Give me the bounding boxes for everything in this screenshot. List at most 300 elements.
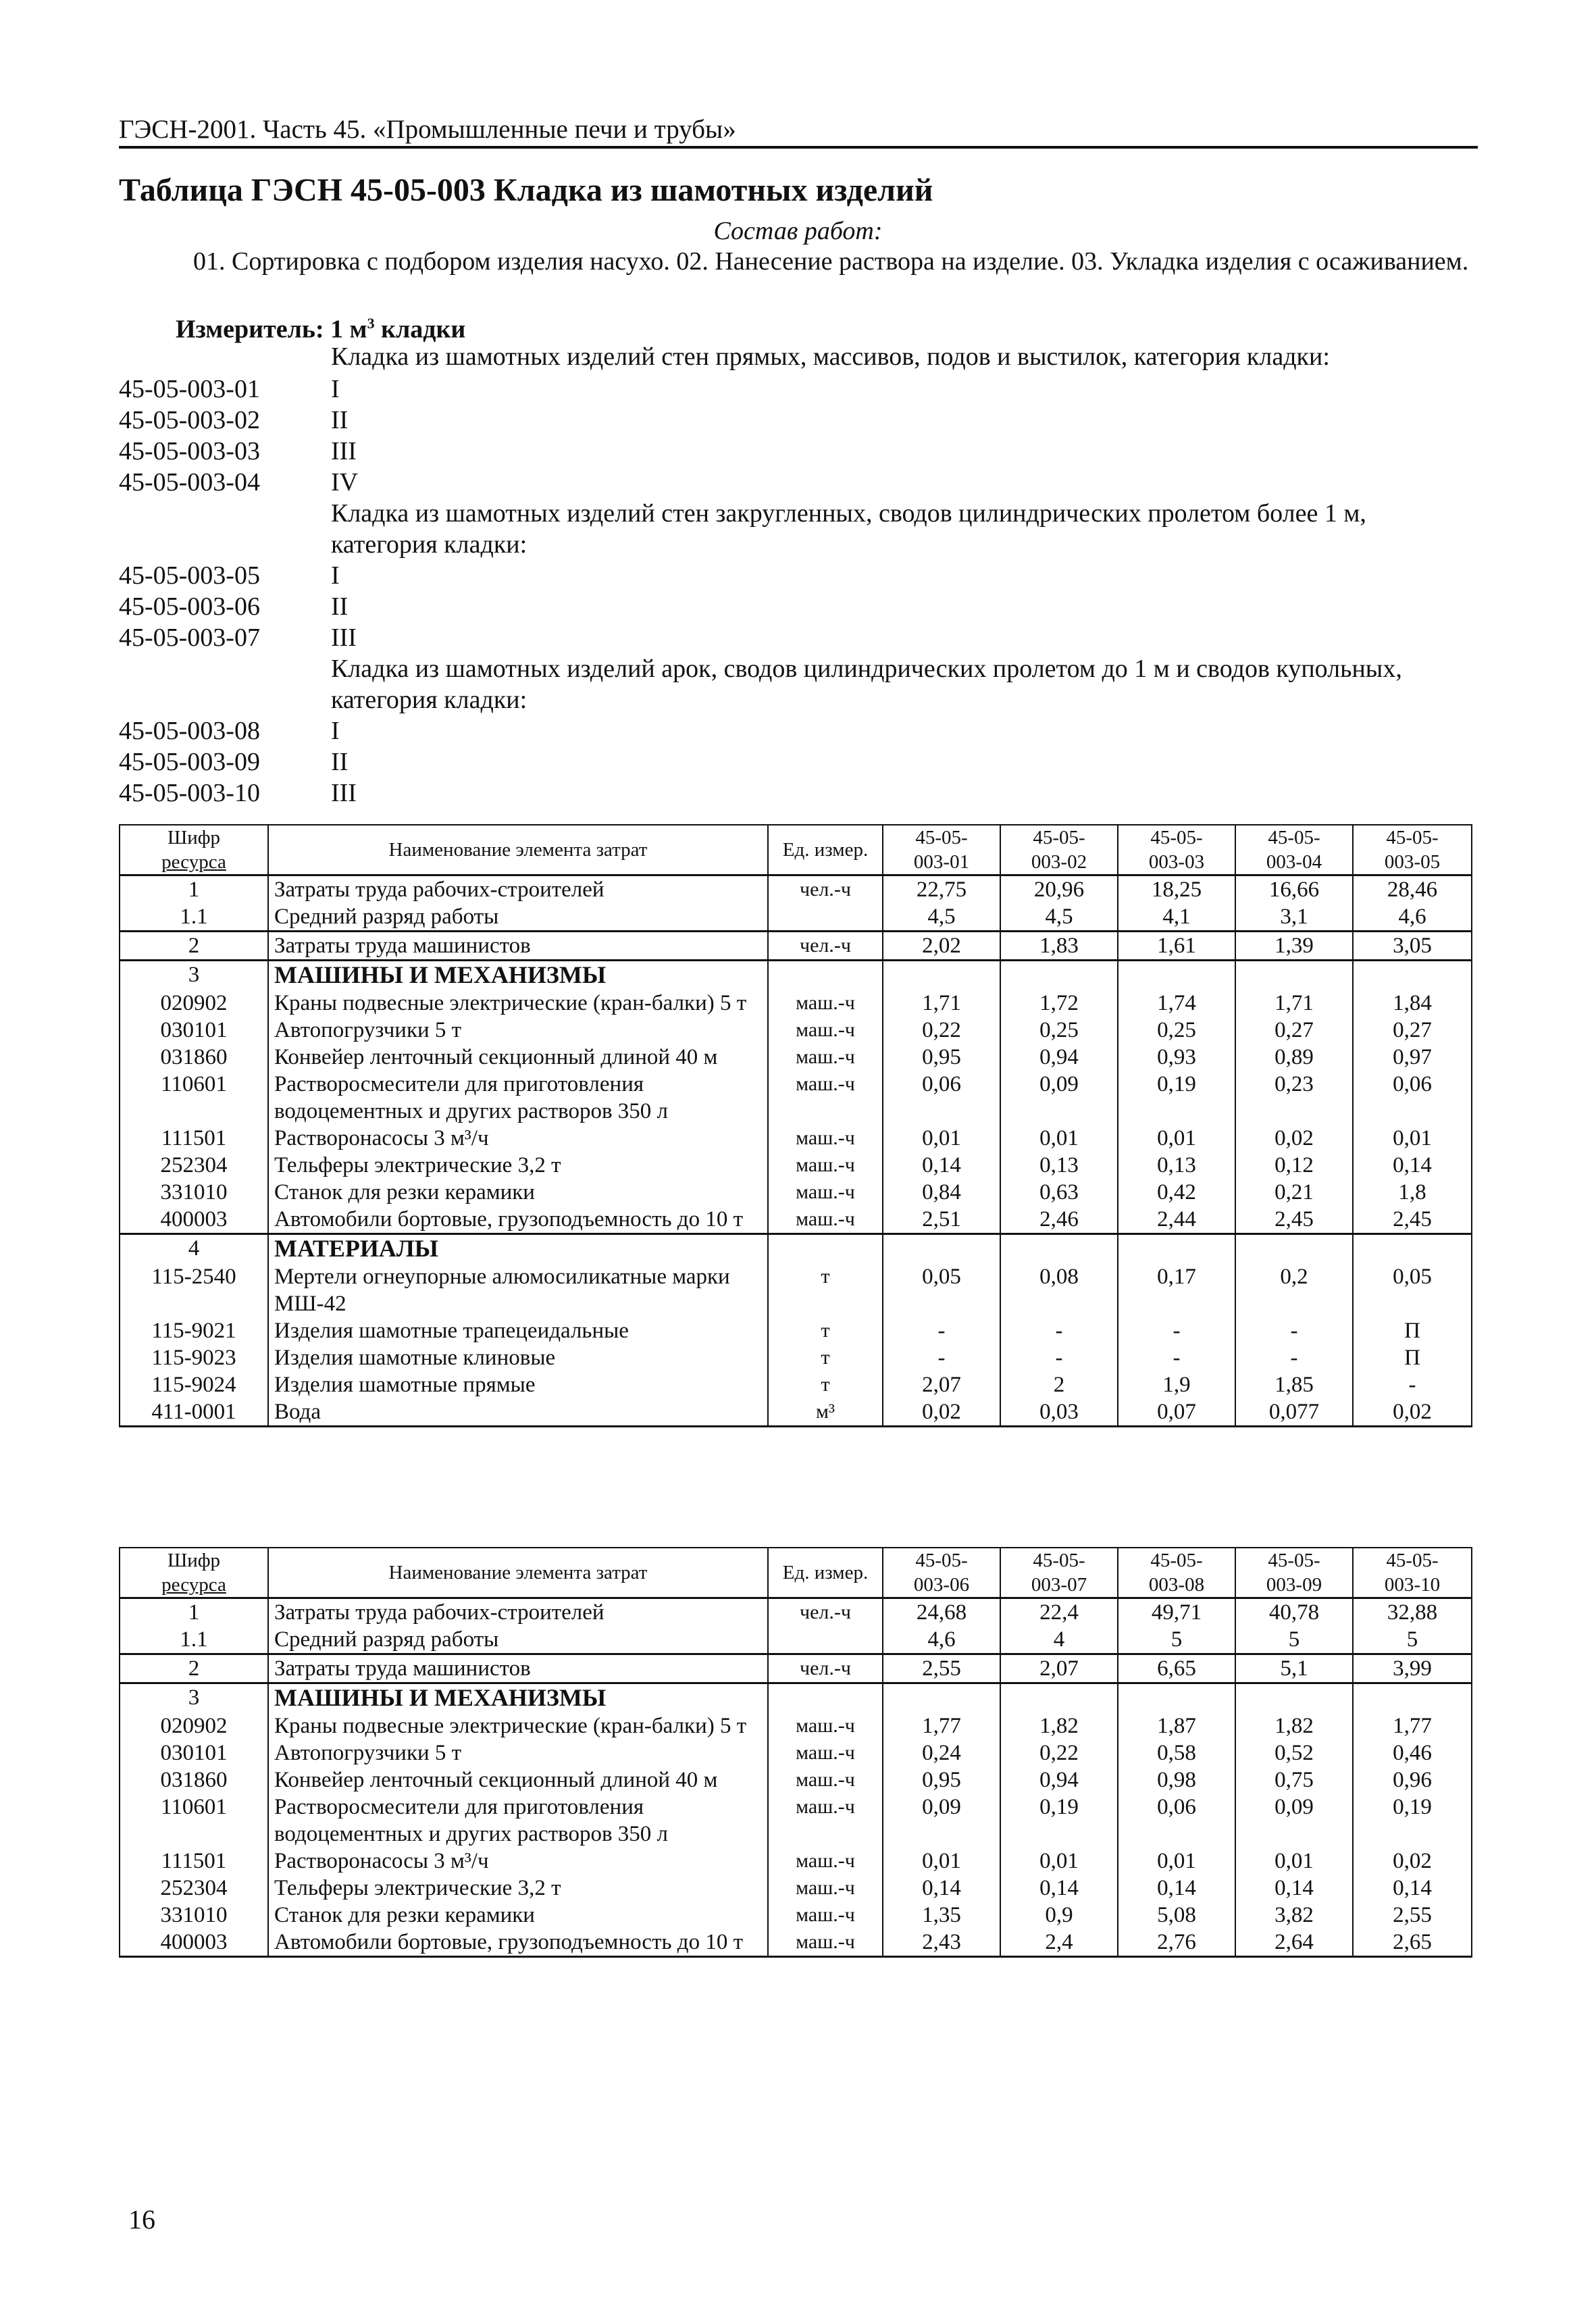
norm-value [1000,1683,1118,1713]
composition-title: Состав работ: [713,217,883,245]
norm-value: 0,14 [883,1152,1000,1179]
table-row [120,1317,1472,1344]
resource-name: Тельферы электрические 3,2 т [268,1152,768,1179]
norm-value: 0,06 [1118,1794,1235,1848]
group-intro: Кладка из шамотных изделий стен прямых, массивов, подов и выстилок, категория кладки: [331,342,1330,371]
norm-value: 0,96 [1353,1766,1472,1794]
norm-value: 5 [1235,1626,1353,1654]
norm-value: 3,82 [1235,1902,1353,1929]
unit-of-measure [768,1683,883,1713]
norm-value: 0,25 [1118,1017,1235,1044]
norm-code-row: 45-05-003-02 II [119,406,349,434]
composition-text: 01. Сортировка с подбором изделия насухо. 02. Нанесение раствора на изделие. 03. Укладка изделия с осаживанием. [193,247,1469,276]
resource-code: 331010 [120,1179,268,1206]
resource-name: Средний разряд работы [268,903,768,932]
norm-value: 0,05 [1353,1263,1472,1317]
norm-value: 0,13 [1118,1152,1235,1179]
norm-code-row: 45-05-003-05 I [119,561,340,590]
norm-value: 1,74 [1118,990,1235,1017]
resource-code: 252304 [120,1875,268,1902]
unit-of-measure: маш.-ч [768,1206,883,1234]
norm-value: 0,03 [1000,1398,1118,1427]
norm-value: 0,14 [1000,1875,1118,1902]
norm-value: 0,01 [1000,1848,1118,1875]
norm-value: 0,01 [1118,1848,1235,1875]
norm-value [1235,1683,1353,1713]
norm-code-row: 45-05-003-08 I [119,717,340,745]
norm-value: 0,01 [1000,1125,1118,1152]
resource-code: 1.1 [120,903,268,932]
column-header-unit: Ед. измер. [768,1548,883,1598]
table-row [120,1683,1472,1713]
norm-value [1118,1234,1235,1264]
norm-value: 0,93 [1118,1044,1235,1071]
norm-value: 2,55 [1353,1902,1472,1929]
unit-of-measure: маш.-ч [768,1739,883,1766]
resource-name: Изделия шамотные трапецеидальные [268,1317,768,1344]
norm-value: 0,95 [883,1044,1000,1071]
norm-value: 0,21 [1235,1179,1353,1206]
norm-value: 1,72 [1000,990,1118,1017]
resource-code: 3 [120,1683,268,1713]
norm-value: 49,71 [1118,1598,1235,1627]
table-row [120,1598,1472,1627]
norm-value: 0,46 [1353,1739,1472,1766]
norm-value: 4,5 [883,903,1000,932]
table-header-row [120,1548,1472,1598]
norm-value: 0,02 [1353,1398,1472,1427]
column-header-norm: 45-05- 003-03 [1118,825,1235,875]
resource-code: 1.1 [120,1626,268,1654]
resource-name: Мертели огнеупорные алюмосиликатные марки МШ-42 [268,1263,768,1317]
norm-value: 22,4 [1000,1598,1118,1627]
column-header-norm: 45-05- 003-10 [1353,1548,1472,1598]
unit-of-measure: маш.-ч [768,1794,883,1848]
norm-value: 2,4 [1000,1929,1118,1957]
norm-value: - [1118,1317,1235,1344]
column-header-norm: 45-05- 003-05 [1353,825,1472,875]
norm-value: 4,1 [1118,903,1235,932]
norm-value: 0,06 [883,1071,1000,1125]
norm-value: 5,1 [1235,1654,1353,1683]
table-row [120,1371,1472,1398]
norm-value: 1,77 [1353,1712,1472,1739]
norm-value [1000,1234,1118,1264]
norm-value: 0,42 [1118,1179,1235,1206]
table-row [120,1206,1472,1234]
norm-value: 2,45 [1235,1206,1353,1234]
norm-value: 1,82 [1235,1712,1353,1739]
norm-value: 0,19 [1353,1794,1472,1848]
table-row [120,1044,1472,1071]
unit-of-measure [768,1234,883,1264]
norm-value: 0,13 [1000,1152,1118,1179]
column-header-name: Наименование элемента затрат [268,1548,768,1598]
resource-code: 030101 [120,1739,268,1766]
resource-name: Конвейер ленточный секционный длиной 40 м [268,1044,768,1071]
resource-code: 020902 [120,990,268,1017]
norm-value: 2,45 [1353,1206,1472,1234]
norm-value: 0,01 [1353,1125,1472,1152]
norm-value: 1,35 [883,1902,1000,1929]
norm-value: 0,02 [883,1398,1000,1427]
header-divider [119,146,1478,149]
table-row [120,875,1472,904]
norm-value [1118,1683,1235,1713]
norm-value [1118,961,1235,990]
resource-code: 110601 [120,1071,268,1125]
norm-value: 0,17 [1118,1263,1235,1317]
norm-value: 0,94 [1000,1044,1118,1071]
unit-of-measure: т [768,1371,883,1398]
norm-value: 4,5 [1000,903,1118,932]
table-row [120,1017,1472,1044]
norm-value: 0,01 [883,1848,1000,1875]
unit-of-measure: маш.-ч [768,1902,883,1929]
norm-code-row: 45-05-003-07 III [119,624,357,652]
norm-value [1235,1234,1353,1264]
table-row [120,1234,1472,1264]
resource-name: Изделия шамотные клиновые [268,1344,768,1371]
norm-value: 0,27 [1235,1017,1353,1044]
column-header-norm: 45-05- 003-07 [1000,1548,1118,1598]
norm-value [1353,1234,1472,1264]
norm-value: 2,46 [1000,1206,1118,1234]
norm-value: 0,08 [1000,1263,1118,1317]
resource-name: МАШИНЫ И МЕХАНИЗМЫ [268,1683,768,1713]
norm-value: 1,84 [1353,990,1472,1017]
resource-name: Вода [268,1398,768,1427]
norm-value: 4 [1000,1626,1118,1654]
norm-value [1353,961,1472,990]
resource-code: 400003 [120,1206,268,1234]
unit-of-measure: маш.-ч [768,1152,883,1179]
norm-value: 16,66 [1235,875,1353,904]
norm-value: 0,52 [1235,1739,1353,1766]
norm-value: 0,06 [1353,1071,1472,1125]
unit-of-measure: чел.-ч [768,932,883,961]
norm-value: 2,51 [883,1206,1000,1234]
resource-code: 115-2540 [120,1263,268,1317]
norm-value: - [1000,1344,1118,1371]
norm-value: - [1235,1317,1353,1344]
resource-code: 252304 [120,1152,268,1179]
page-number: 16 [128,2204,155,2235]
norm-value: 0,14 [1353,1152,1472,1179]
norm-value [1000,961,1118,990]
resource-name: Станок для резки керамики [268,1179,768,1206]
norm-value: - [883,1344,1000,1371]
resource-name: МАШИНЫ И МЕХАНИЗМЫ [268,961,768,990]
norm-value: 1,8 [1353,1179,1472,1206]
resource-name: Автомобили бортовые, грузоподъемность до 10 т [268,1206,768,1234]
norm-value: - [1353,1371,1472,1398]
norm-value: 2,07 [1000,1654,1118,1683]
resource-name: Затраты труда машинистов [268,1654,768,1683]
norm-value: 22,75 [883,875,1000,904]
unit-of-measure: маш.-ч [768,1848,883,1875]
norm-value: 1,82 [1000,1712,1118,1739]
unit-of-measure: маш.-ч [768,1766,883,1794]
resource-code: 4 [120,1234,268,1264]
resource-code: 111501 [120,1848,268,1875]
running-header: ГЭСН-2001. Часть 45. «Промышленные печи и трубы» [119,115,736,144]
table-row [120,1766,1472,1794]
norm-value: 0,01 [883,1125,1000,1152]
unit-of-measure: т [768,1263,883,1317]
norm-value: 0,14 [1118,1875,1235,1902]
group-intro: Кладка из шамотных изделий стен закругленных, сводов цилиндрических пролетом более 1 м, категория кладки: [331,499,1366,559]
norm-value: П [1353,1317,1472,1344]
unit-of-measure [768,903,883,932]
resource-code: 411-0001 [120,1398,268,1427]
column-header-norm: 45-05- 003-02 [1000,825,1118,875]
unit-of-measure: маш.-ч [768,1071,883,1125]
resource-name: Растворосмесители для приготовления водоцементных и других растворов 350 л [268,1071,768,1125]
unit-of-measure: чел.-ч [768,875,883,904]
resource-name: Краны подвесные электрические (кран-балки) 5 т [268,990,768,1017]
norm-code-row: 45-05-003-06 II [119,592,349,621]
norm-value: 0,09 [883,1794,1000,1848]
norm-value: 1,87 [1118,1712,1235,1739]
norm-value: 0,07 [1118,1398,1235,1427]
table-row [120,1398,1472,1427]
resource-name: Автопогрузчики 5 т [268,1739,768,1766]
resource-code: 111501 [120,1125,268,1152]
resource-code: 3 [120,961,268,990]
resource-code: 2 [120,932,268,961]
norm-value [883,1234,1000,1264]
unit-of-measure: маш.-ч [768,1875,883,1902]
norm-value: 0,14 [1235,1875,1353,1902]
unit-of-measure [768,961,883,990]
unit-of-measure: маш.-ч [768,1712,883,1739]
norm-value: 0,22 [1000,1739,1118,1766]
resource-code: 115-9021 [120,1317,268,1344]
norm-value: 2,65 [1353,1929,1472,1957]
norm-value: 0,19 [1000,1794,1118,1848]
norm-value: 4,6 [1353,903,1472,932]
table-row [120,1071,1472,1125]
norm-value: 2,02 [883,932,1000,961]
resource-code: 020902 [120,1712,268,1739]
norm-value: 0,94 [1000,1766,1118,1794]
norm-value: П [1353,1344,1472,1371]
norm-value: 1,77 [883,1712,1000,1739]
norm-value: 0,02 [1353,1848,1472,1875]
resource-name: Затраты труда рабочих-строителей [268,1598,768,1627]
norm-value: 32,88 [1353,1598,1472,1627]
norm-value: 1,61 [1118,932,1235,961]
resource-code: 1 [120,875,268,904]
table-row [120,1712,1472,1739]
resource-code: 1 [120,1598,268,1627]
resource-name: Растворосмесители для приготовления водоцементных и других растворов 350 л [268,1794,768,1848]
resource-name: Тельферы электрические 3,2 т [268,1875,768,1902]
norm-value: - [1000,1317,1118,1344]
unit-of-measure: маш.-ч [768,1125,883,1152]
resource-name: Краны подвесные электрические (кран-балки) 5 т [268,1712,768,1739]
resource-table-1 [119,824,1472,1427]
table-row [120,1654,1472,1683]
norm-value: 0,27 [1353,1017,1472,1044]
resource-name: МАТЕРИАЛЫ [268,1234,768,1264]
norm-value [1235,961,1353,990]
norm-code-row: 45-05-003-03 III [119,437,357,465]
norm-value: 5 [1118,1626,1235,1654]
table-row [120,1179,1472,1206]
resource-code: 400003 [120,1929,268,1957]
table-row [120,990,1472,1017]
column-header-norm: 45-05- 003-04 [1235,825,1353,875]
table-row [120,1929,1472,1957]
unit-of-measure: маш.-ч [768,1044,883,1071]
column-header-code: Шифр ресурса [120,825,268,875]
norm-value: 2,76 [1118,1929,1235,1957]
norm-value: 0,75 [1235,1766,1353,1794]
column-header-name: Наименование элемента затрат [268,825,768,875]
norm-code-row: 45-05-003-01 I [119,375,340,403]
unit-of-measure: т [768,1317,883,1344]
norm-value: 0,84 [883,1179,1000,1206]
table-row [120,1875,1472,1902]
table-row [120,1263,1472,1317]
resource-name: Автомобили бортовые, грузоподъемность до 10 т [268,1929,768,1957]
norm-value: 0,01 [1118,1125,1235,1152]
norm-value: 3,99 [1353,1654,1472,1683]
unit-of-measure: маш.-ч [768,1179,883,1206]
norm-value: 1,39 [1235,932,1353,961]
table-row [120,932,1472,961]
table-row [120,1848,1472,1875]
norm-value: 2,07 [883,1371,1000,1398]
column-header-norm: 45-05- 003-08 [1118,1548,1235,1598]
resource-code: 115-9024 [120,1371,268,1398]
norm-value: 0,02 [1235,1125,1353,1152]
norm-value: 3,1 [1235,903,1353,932]
resource-code: 331010 [120,1902,268,1929]
norm-value: 6,65 [1118,1654,1235,1683]
norm-value: 0,09 [1000,1071,1118,1125]
norm-value: 1,85 [1235,1371,1353,1398]
resource-code: 2 [120,1654,268,1683]
table-row [120,1344,1472,1371]
unit-of-measure: т [768,1344,883,1371]
norm-value: 28,46 [1353,875,1472,904]
norm-value: 5,08 [1118,1902,1235,1929]
norm-value: 0,01 [1235,1848,1353,1875]
norm-code-row: 45-05-003-10 III [119,779,357,807]
column-header-code: Шифр ресурса [120,1548,268,1598]
table-row [120,961,1472,990]
table-title: Таблица ГЭСН 45-05-003 Кладка из шамотных изделий [119,172,933,208]
resource-code: 031860 [120,1044,268,1071]
table-row [120,1626,1472,1654]
norm-value: 0,63 [1000,1179,1118,1206]
norm-value: 0,09 [1235,1794,1353,1848]
resource-name: Средний разряд работы [268,1626,768,1654]
resource-name: Автопогрузчики 5 т [268,1017,768,1044]
norm-value: 2 [1000,1371,1118,1398]
norm-value: 18,25 [1118,875,1235,904]
resource-table-2 [119,1547,1472,1958]
unit-of-measure: чел.-ч [768,1654,883,1683]
unit-of-measure: чел.-ч [768,1598,883,1627]
norm-value: 5 [1353,1626,1472,1654]
norm-value: 1,83 [1000,932,1118,961]
table-row [120,1902,1472,1929]
resource-name: Затраты труда машинистов [268,932,768,961]
table-row [120,903,1472,932]
norm-value [883,961,1000,990]
group-intro: Кладка из шамотных изделий арок, сводов цилиндрических пролетом до 1 м и сводов купольных, категория кладки: [331,655,1402,714]
norm-value: 0,98 [1118,1766,1235,1794]
norm-value: 0,05 [883,1263,1000,1317]
unit-of-measure: м³ [768,1398,883,1427]
norm-value: 0,58 [1118,1739,1235,1766]
norm-value: 0,14 [883,1875,1000,1902]
norm-code-row: 45-05-003-09 II [119,748,349,776]
resource-name: Растворонасосы 3 м³/ч [268,1125,768,1152]
norm-value: 0,89 [1235,1044,1353,1071]
norm-code-row: 45-05-003-04 IV [119,468,359,497]
norm-value: 24,68 [883,1598,1000,1627]
unit-of-measure: маш.-ч [768,990,883,1017]
table-row [120,1739,1472,1766]
norm-value: 1,71 [1235,990,1353,1017]
meter-label: Измеритель: 1 $м^3$ кладки [176,315,466,344]
resource-name: Растворонасосы 3 м³/ч [268,1848,768,1875]
norm-value: 0,14 [1353,1875,1472,1902]
norm-value: 0,2 [1235,1263,1353,1317]
resource-name: Затраты труда рабочих-строителей [268,875,768,904]
norm-value: 1,9 [1118,1371,1235,1398]
norm-value: 0,22 [883,1017,1000,1044]
norm-value: 3,05 [1353,932,1472,961]
column-header-norm: 45-05- 003-01 [883,825,1000,875]
norm-value: 0,25 [1000,1017,1118,1044]
table-row [120,1794,1472,1848]
norm-value: 0,95 [883,1766,1000,1794]
norm-value: 20,96 [1000,875,1118,904]
table-row [120,1152,1472,1179]
norm-value: 0,12 [1235,1152,1353,1179]
norm-value: 0,9 [1000,1902,1118,1929]
resource-code: 115-9023 [120,1344,268,1371]
resource-name: Конвейер ленточный секционный длиной 40 м [268,1766,768,1794]
resource-code: 030101 [120,1017,268,1044]
norm-value: 0,19 [1118,1071,1235,1125]
norm-value: 1,71 [883,990,1000,1017]
column-header-norm: 45-05- 003-06 [883,1548,1000,1598]
column-header-unit: Ед. измер. [768,825,883,875]
norm-value: - [883,1317,1000,1344]
resource-name: Станок для резки керамики [268,1902,768,1929]
norm-value: 2,55 [883,1654,1000,1683]
norm-value: - [1235,1344,1353,1371]
norm-value [1353,1683,1472,1713]
norm-value: 0,24 [883,1739,1000,1766]
norm-value: - [1118,1344,1235,1371]
table-row [120,1125,1472,1152]
norm-value: 2,64 [1235,1929,1353,1957]
norm-value: 0,23 [1235,1071,1353,1125]
resource-name: Изделия шамотные прямые [268,1371,768,1398]
resource-code: 110601 [120,1794,268,1848]
unit-of-measure: маш.-ч [768,1929,883,1957]
norm-value: 40,78 [1235,1598,1353,1627]
table-header-row [120,825,1472,875]
